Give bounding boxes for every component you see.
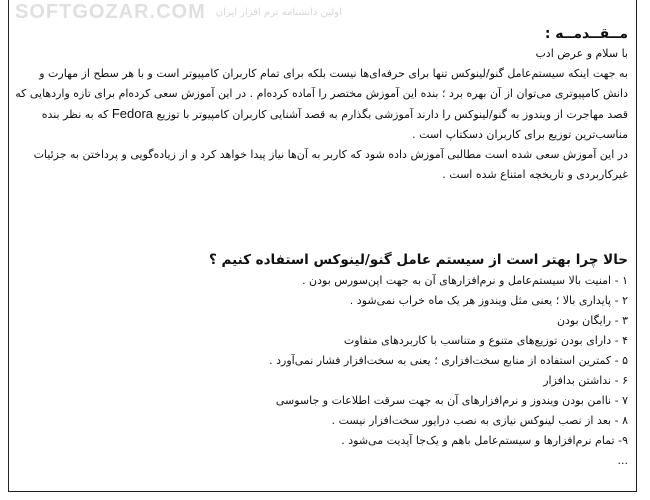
list-item: ۲ - پایداری بالا ؛ یعنی مثل ویندوز هر یک ماه خراب نمی‌شود .	[349, 294, 628, 307]
intro-line: در این آموزش سعی شده است مطالبی آموزش داده شود که کاربر به آن‌ها نیاز پیدا خواهد کرد و از زیاده‌گویی و پرداختن به جزئیات غیرکاربردی و	[33, 148, 628, 181]
list-item: ۴ - دارای بودن توزیع‌های متنوع و متناسب با کاربردهای متفاوت	[343, 334, 628, 347]
intro-line: دسکتاپ است .	[412, 128, 483, 141]
list-item: ۱ - امنیت بالا سیستم‌عامل و نرم‌افزارهای آن به جهت اپن‌سورس بودن .	[302, 274, 628, 287]
watermark	[15, 0, 628, 24]
watermark-tagline: اولین دانشنامه نرم افزار ایران	[215, 6, 342, 18]
list-item: ۷ - ناامن بودن ویندوز و نرم‌افزارهای آن به جهت سرقت اطلاعات و جاسوسی	[275, 394, 628, 407]
list-item: ۹- تمام نرم‌افزارها و سیستم‌عامل باهم و یک‌جا آپدیت می‌شود .	[341, 434, 628, 447]
intro-line-start: ویندوز به گنو/لینوکس را دارند آموزشی بگذارم به قصد آشنایی کاربران کامپیوتر با توزیع	[156, 108, 552, 121]
list-item: ۳ - رایگان بودن	[556, 314, 628, 327]
fedora-term: Fedora	[111, 106, 154, 121]
page-frame	[8, 0, 637, 492]
document-body	[15, 24, 628, 471]
intro-paragraph	[15, 145, 628, 185]
list-item: ۸ - بعد از نصب لینوکس نیازی به نصب درایور سخت‌افزار نیست .	[331, 414, 628, 427]
intro-line: با سلام و عرض ادب	[535, 47, 628, 60]
intro-line: تاریخچه امتناع شده است .	[442, 168, 564, 181]
watermark-logo: SOFTGOZAR.COM	[15, 0, 206, 23]
intro-heading: مــقــدمــه :	[544, 26, 628, 42]
intro-paragraph	[15, 64, 628, 145]
intro-line: کامپیوتری می‌توان از آن بهره برد ؛ بنده این آموزش مختصر را آماده کرده‌ام . در این آموزش سعی کرده‌ام برای تازه واردهایی که قصد مهاجرت از	[15, 87, 628, 121]
list-item: ۶ - نداشتن بدافزار	[543, 374, 628, 387]
intro-line: به جهت اینکه سیستم‌عامل گنو/لینوکس تنها برای حرفه‌ای‌ها نیست بلکه برای تمام کاربران کامپیوتر است و با هر سطح از مهارت و دانش	[39, 67, 628, 100]
list-ellipsis: ...	[617, 454, 628, 467]
intro-line-end: که به نظر بنده مناسب‌ترین توزیع برای کاربران	[41, 108, 628, 141]
why-heading: حالا چرا بهتر است از سیستم عامل گنو/لینوکس استفاده کنیم ؟	[208, 252, 628, 268]
list-item: ۵ - کمترین استفاده از منابع سخت‌افزاری ؛ یعنی به سخت‌افزار فشار نمی‌آورد .	[269, 354, 628, 367]
